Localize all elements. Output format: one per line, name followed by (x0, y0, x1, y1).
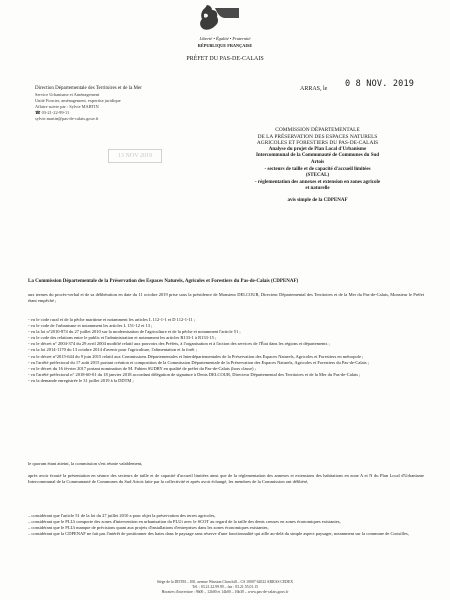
list-item: - vu le code des relations entre le public et l'administration et notamment les articles R133-1 à R133-15 ; (28, 335, 217, 341)
sender-service: Service Urbanisme et Aménagement (35, 92, 100, 98)
footer-address: Siège de la DDTM – 100, avenue Winston Churchill – CS 10007 62022 ARRAS CEDEX (156, 580, 294, 584)
republic-motto: Liberté • Égalité • Fraternité (199, 36, 251, 41)
list-item: - vu le décret n° 2004-374 du 29 avril 2004 modifié relatif aux pouvoirs des Préfets, à l'organisation et à l'action des services de l'État dans les régions et départements ; (28, 341, 330, 347)
page-footer (40, 580, 410, 595)
commission-title: COMMISSION DÉPARTEMENTALE DE LA PRÉSERVATION DES ESPACES NATURELS AGRICOLES ET FORESTIERS DU PAS-DE-CALAIS Analyse du projet de Plan Local d'Urbanisme Intercommunal de la Communauté de Communes du Sud Artois - secteurs de taille et de capacité d'accueil limitées (STECAL) - réglementation des annexes et extension en zones agricole et naturelle avis simple de la CDPENAF (210, 127, 425, 205)
list-item: - vu le décret du 16 février 2017 portant nomination de M. Fabien SUDRY en qualité de préfet du Pas-de-Calais (hors classe) ; (28, 365, 256, 371)
intro-text: aux termes du procès-verbal et de sa délibération en date du 11 octobre 2019 prise sous la présidence de Monsieur DELCOUR, Directeur Départemental des Territoires et de la Mer du Pas-de-Calais, Monsieur le Préfet étant empêché ; (28, 292, 424, 304)
footer-hours: Horaires d'ouverture : 9h00 – 12h00 et 14h00 – 16h30 – www.pas-de-calais.gouv.fr (161, 590, 289, 594)
quorum-line: le quorum étant atteint, la commission s'est réunie valablement, (28, 461, 143, 466)
sender-contact: Affaire suivie par : Sylvie MARTIN (35, 104, 99, 110)
apres-paragraph: après avoir écouté la présentation en séance des secteurs de taille et de capacité d'accueil limitées ainsi que de la réglementation des annexes et extensions des habitations en zone A et N du Plan Local d'Urbanisme Intercommunal de la Communauté de Communes du Sud Artois faite par la collectivité et après avoir échangé, les membres de la Commission ont délibéré, (28, 473, 424, 485)
list-item: – considérant que le PLUi manque de précisions quant aux projets d'installations d'entreprises dans les zones économiques existantes, (28, 525, 269, 531)
footer-contacts: Tél. : 03.21.22.99.99 – fax : 03.21.55.01.15 (191, 585, 259, 589)
date-stamp: 0 8 NOV. 2019 (345, 79, 415, 89)
intro-bold: La Commission Départementale de la Préservation des Espaces Naturels, Agricoles et Forestiers du Pas-de-Calais (CDPENAF) (28, 279, 299, 284)
findings-list (28, 513, 424, 537)
received-stamp: 13 NOV 2019 (108, 149, 162, 163)
list-item: - vu l'arrêté préfectoral du 17 août 2015 portant création et composition de la Commission Départementale de la Préservation des Espaces Naturels, Agricoles et Forestiers du Pas-de-Calais ; (28, 359, 369, 365)
list-item: - vu la demande enregistrée le 31 juillet 2019 à la DDTM ; (28, 377, 134, 383)
list-item: - vu le décret n°2015-644 du 9 juin 2015 relatif aux Commissions Départementales et Interdépartementales de la Préservation des Espaces Naturels, Agricoles et Forestiers en métropole ; (28, 353, 364, 359)
list-item: – considérant que la CDPENAF ne fait pas l'intérêt de positionner des haies dans le paysage sans réserve d'une fonctionnalité qui aille au-delà du simple aspect paysager, notamment sur la commune de Croisilles, (28, 531, 409, 537)
list-item: – considérant que le PLUi comporte des zones d'intervention en urbanisation du PLUi avec le SCOT au regard de la taille des dents creuses en zones économiques existantes, (28, 519, 341, 525)
avis-label: avis simple de la CDPENAF (287, 197, 348, 203)
considerations-list (28, 317, 424, 384)
marianne-logo (195, 4, 241, 34)
list-item: - vu l'arrêté préfectoral n° 2018-60-01 du 18 janvier 2018 accordant délégation de signature à Denis DELCOUR, Directeur Départemental des Territoires et de la Mer du Pas-de-Calais ; (28, 371, 361, 377)
sender-unit: Unité Foncier, aménagement, expertise juridique (35, 98, 121, 104)
sender-phone: ☎ 03-21-22-99-11 (35, 110, 70, 116)
sender-email[interactable]: sylvie.martin@pas-de-calais.gouv.fr (35, 116, 99, 122)
list-item: - vu le code rural et de la pêche maritime et notamment les articles L 112-1-1 et D 112-1-11 ; (28, 317, 196, 322)
list-item: - vu le code de l'urbanisme et notamment les articles L 151-12 et 13 ; (28, 323, 153, 329)
list-item: - vu la loi n°2010-874 du 27 juillet 2010 sur la modernisation de l'agriculture et de la pêche et notamment l'article 51 ; (28, 329, 241, 335)
sender-direction: Direction Départementale des Territoires et de la Mer (35, 86, 142, 91)
place-label: ARRAS, le (300, 86, 328, 92)
intro-paragraph (28, 278, 424, 285)
prefecture-title: PRÉFET DU PAS-DE-CALAIS (186, 56, 264, 62)
sender-block (35, 86, 210, 123)
list-item: – considérant que l'article 51 de la loi du 27 juillet 2010 a pour objet la préservation des terres agricoles, (28, 513, 216, 518)
republic-name: RÉPUBLIQUE FRANÇAISE (197, 43, 253, 48)
list-item: - vu la loi 2014-1170 du 13 octobre 2014 d'avenir pour l'agriculture, l'alimentation et la forêt ; (28, 347, 197, 353)
